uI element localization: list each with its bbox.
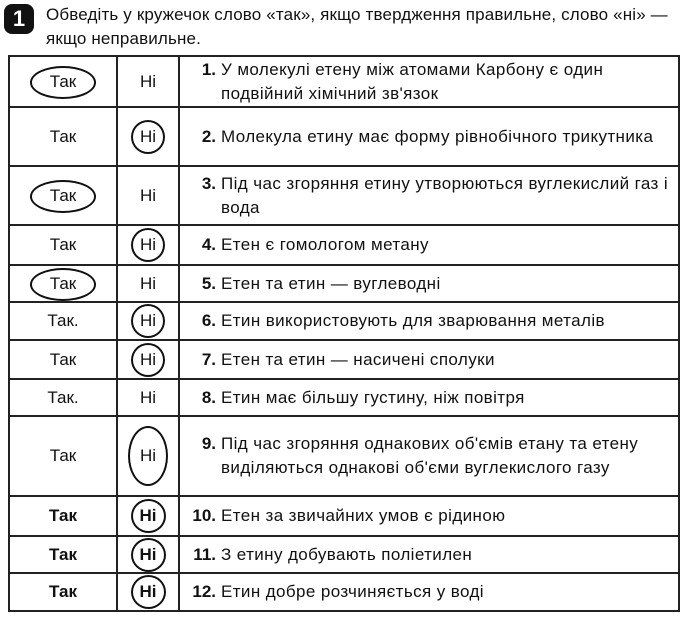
table-row (9, 496, 679, 536)
ni-label: Ні (139, 506, 157, 525)
ni-cell[interactable] (117, 496, 179, 536)
tak-label: Так (49, 235, 77, 254)
statement-cell (179, 340, 679, 379)
tak-label: Так (49, 273, 77, 293)
table-row (9, 302, 679, 340)
statement-text: Етен та етин — вуглеводні (221, 273, 441, 293)
statement-cell (179, 302, 679, 340)
tak-cell[interactable] (9, 166, 117, 225)
statement-text: Під час згоряння етину утворюються вуглекислий газ і вода (221, 173, 669, 217)
table-row (9, 107, 679, 166)
ni-cell[interactable] (117, 416, 179, 496)
circle-mark (131, 228, 165, 262)
tak-cell[interactable] (9, 302, 117, 340)
statement-text: З етину добувають поліетилен (221, 544, 473, 564)
tak-label: Так (49, 185, 77, 205)
ni-label: Ні (139, 544, 157, 564)
exercise-header (0, 0, 686, 52)
tak-label: Так (49, 71, 77, 91)
table-row (9, 56, 679, 107)
statement-number: 6. (201, 311, 216, 330)
tak-label: Так. (47, 311, 79, 330)
tak-cell[interactable] (9, 379, 117, 416)
table-row (9, 225, 679, 265)
table-row (9, 340, 679, 379)
statement-cell (179, 225, 679, 265)
tak-cell[interactable] (9, 107, 117, 166)
table-row (9, 536, 679, 573)
statement-number: 10. (192, 506, 216, 525)
ni-label: Ні (139, 273, 157, 293)
statement-number: 7. (201, 349, 216, 369)
ni-cell[interactable] (117, 265, 179, 302)
statement-number: 8. (201, 387, 216, 407)
ni-cell[interactable] (117, 225, 179, 265)
exercise-number-badge: 1 (4, 4, 34, 34)
statement-number: 5. (201, 273, 216, 293)
tak-cell[interactable] (9, 536, 117, 573)
ni-cell[interactable] (117, 536, 179, 573)
statement-text: Етен за звичайних умов є рідиною (221, 506, 506, 525)
statement-text: Етин використовують для зварювання металів (221, 311, 605, 330)
statement-text: Етен та етин — насичені сполуки (221, 349, 495, 369)
ni-label: Ні (139, 387, 157, 407)
statement-number: 11. (193, 544, 216, 564)
ni-label: Ні (139, 311, 157, 330)
ni-cell[interactable] (117, 340, 179, 379)
circle-mark (131, 304, 165, 338)
tak-label: Так (49, 506, 77, 525)
ni-cell[interactable] (117, 379, 179, 416)
table-row (9, 265, 679, 302)
table-row (9, 166, 679, 225)
ni-label: Ні (139, 71, 157, 91)
circle-mark (30, 180, 97, 213)
statement-cell (179, 416, 679, 496)
circle-mark (131, 120, 165, 154)
tak-label: Так (49, 349, 77, 369)
statement-cell (179, 107, 679, 166)
statement-cell (179, 573, 679, 611)
ni-cell[interactable] (117, 302, 179, 340)
ni-cell[interactable] (117, 107, 179, 166)
statement-text: У молекулі етену між атомами Карбону є один подвійний хімічний зв'язок (221, 59, 604, 103)
tak-label: Так (49, 582, 77, 601)
ni-label: Ні (139, 582, 157, 601)
tak-cell[interactable] (9, 265, 117, 302)
tak-cell[interactable] (9, 340, 117, 379)
circle-mark (30, 66, 97, 99)
statement-text: Молекула етину має форму рівнобічного трикутника (221, 126, 654, 146)
tak-cell[interactable] (9, 56, 117, 107)
circle-mark (30, 268, 97, 301)
ni-cell[interactable] (117, 56, 179, 107)
ni-label: Ні (139, 349, 157, 369)
statement-cell (179, 496, 679, 536)
true-false-table (8, 55, 680, 612)
table-row (9, 379, 679, 416)
ni-label: Ні (139, 446, 157, 465)
tak-cell[interactable] (9, 496, 117, 536)
statement-text: Етен є гомологом метану (221, 235, 429, 254)
ni-cell[interactable] (117, 166, 179, 225)
statement-text: Етин добре розчиняється у воді (221, 582, 484, 601)
statement-cell (179, 265, 679, 302)
tak-label: Так (49, 544, 77, 564)
statement-number: 4. (201, 235, 216, 254)
tak-label: Так (49, 446, 77, 465)
statement-text: Під час згоряння однакових об'ємів етану та етену виділяються однакові об'єми вуглекислого газу (221, 434, 639, 477)
ni-label: Ні (139, 235, 157, 254)
statement-cell (179, 379, 679, 416)
circle-mark (131, 343, 165, 377)
statement-cell (179, 56, 679, 107)
circle-mark (131, 538, 166, 572)
statement-cell (179, 166, 679, 225)
statement-number: 1. (201, 59, 216, 79)
ni-label: Ні (139, 126, 157, 146)
tak-cell[interactable] (9, 573, 117, 611)
tak-cell[interactable] (9, 225, 117, 265)
circle-mark (128, 426, 168, 486)
tak-cell[interactable] (9, 416, 117, 496)
circle-mark (131, 499, 166, 533)
statement-cell (179, 536, 679, 573)
statement-number: 2. (201, 126, 216, 146)
circle-mark (131, 575, 166, 609)
tak-label: Так (49, 126, 77, 146)
ni-label: Ні (139, 185, 157, 205)
table-row (9, 573, 679, 611)
instruction-text: Обведіть у кружечок слово «так», якщо твердження правильне, слово «ні» — якщо неправильне. (46, 5, 668, 48)
statement-number: 12. (192, 582, 216, 601)
statement-number: 9. (201, 434, 216, 453)
statement-number: 3. (201, 173, 216, 193)
statement-text: Етин має більшу густину, ніж повітря (221, 387, 525, 407)
tak-label: Так. (47, 387, 79, 407)
ni-cell[interactable] (117, 573, 179, 611)
table-row (9, 416, 679, 496)
